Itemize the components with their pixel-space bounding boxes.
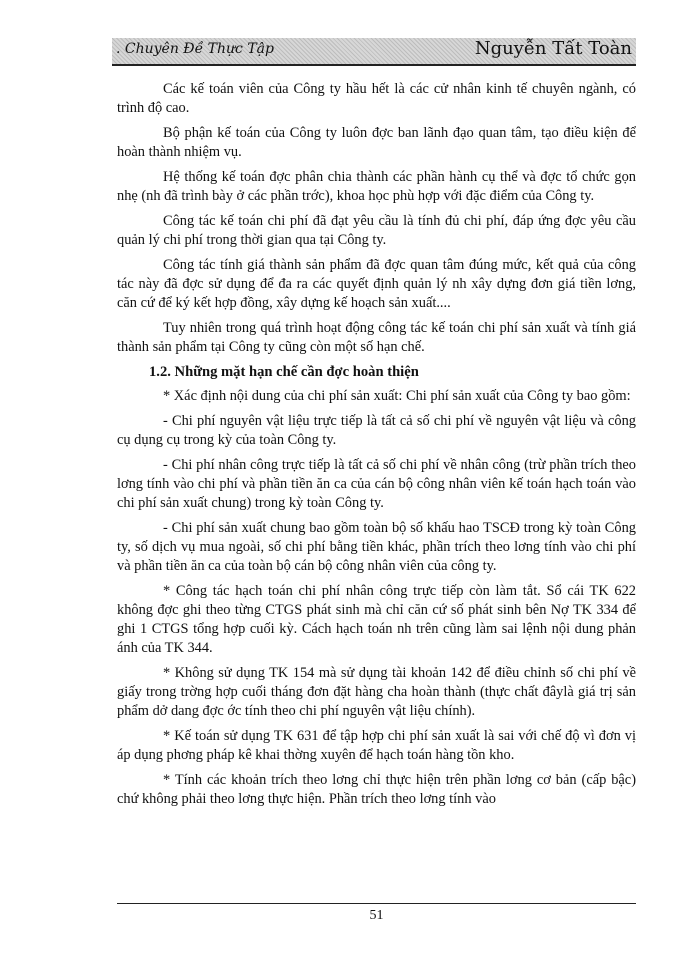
paragraph: * Kế toán sử dụng TK 631 để tập hợp chi phí sản xuất là sai với chế độ vì đơn vị áp dụng phơng pháp kê khai thờng xuyên để hạch toán hàng tồn kho. [117,728,636,763]
paragraph: * Công tác hạch toán chi phí nhân công trực tiếp còn làm tắt. Sổ cái TK 622 không đợc ghi theo từng CTGS phát sinh mà chỉ căn cứ số phát sinh bên Nợ TK 334 để ghi 1 CTGS tổng hợp cuối kỳ. Cách hạch toán nh trên cũng làm sai lệnh nội dung phản ánh của TK 344. [117,583,636,656]
paragraph: - Chi phí nguyên vật liệu trực tiếp là tất cả số chi phí về nguyên vật liệu và công cụ dụng cụ trong kỳ của toàn Công ty. [117,413,636,448]
paragraph: Các kế toán viên của Công ty hầu hết là các cử nhân kinh tế chuyên ngành, có trình độ cao. [117,81,636,116]
section-heading: 1.2. Những mặt hạn chế cần đợc hoàn thiện [149,364,419,380]
paragraph: Công tác kế toán chi phí đã đạt yêu cầu là tính đủ chi phí, đáp ứng đợc yêu cầu quản lý chi phí trong thời gian qua tại Công ty. [117,213,636,248]
paragraph: - Chi phí sản xuất chung bao gồm toàn bộ số khấu hao TSCĐ trong kỳ toàn Công ty, số dịch vụ mua ngoài, số chi phí bằng tiền khác, phần trích theo lơng tính vào chi phí và phần tiền ăn ca của toàn bộ cán bộ công nhân viên của công ty. [117,520,636,574]
paragraph: - Chi phí nhân công trực tiếp là tất cả số chi phí về nhân công (trừ phần trích theo lơng tính vào chi phí và phần tiền ăn ca của cán bộ công nhân viên kế toán hạch toán vào chi phí sản xuất chung) trong kỳ toàn Công ty. [117,457,636,511]
page-number: 51 [369,908,384,923]
header-title: . Chuyên Đề Thực Tập [116,41,274,57]
footer-rule [117,903,636,904]
paragraph: * Xác định nội dung của chi phí sản xuất: Chi phí sản xuất của Công ty bao gồm: [163,388,631,404]
paragraph: * Không sử dụng TK 154 mà sử dụng tài khoản 142 để điều chỉnh số chi phí về giấy trong trờng hợp cuối tháng đơn đặt hàng cha hoàn thành (thực chất đâylà giá trị sản phẩm dở dang đợc ớc tính theo chi phí nguyên vật liệu chính). [117,665,636,719]
paragraph: Công tác tính giá thành sản phẩm đã đợc quan tâm đúng mức, kết quả của công tác này đã đợc sử dụng để đa ra các quyết định quản lý nh xây dựng đơn giá tiền lơng, căn cứ để ký kết hợp đồng, xây dựng kế hoạch sản xuất.... [117,257,636,311]
paragraph: Bộ phận kế toán của Công ty luôn đợc ban lãnh đạo quan tâm, tạo điều kiện để hoàn thành nhiệm vụ. [117,125,636,160]
paragraph: Tuy nhiên trong quá trình hoạt động công tác kế toán chi phí sản xuất và tính giá thành sản phẩm tại Công ty cũng còn một số hạn chế. [117,320,636,355]
paragraph: * Tính các khoản trích theo lơng chỉ thực hiện trên phần lơng cơ bản (cấp bậc) chứ không phải theo lơng thực hiện. Phần trích theo lơng tính vào [117,772,636,807]
document-body [117,80,636,815]
page-header [112,38,636,66]
paragraph: Hệ thống kế toán đợc phân chia thành các phần hành cụ thể và đợc tổ chức gọn nhẹ (nh đã trình bày ở các phần trớc), khoa học phù hợp với đặc điểm của Công ty. [117,169,636,204]
header-author: Nguyễn Tất Toàn [474,38,632,59]
